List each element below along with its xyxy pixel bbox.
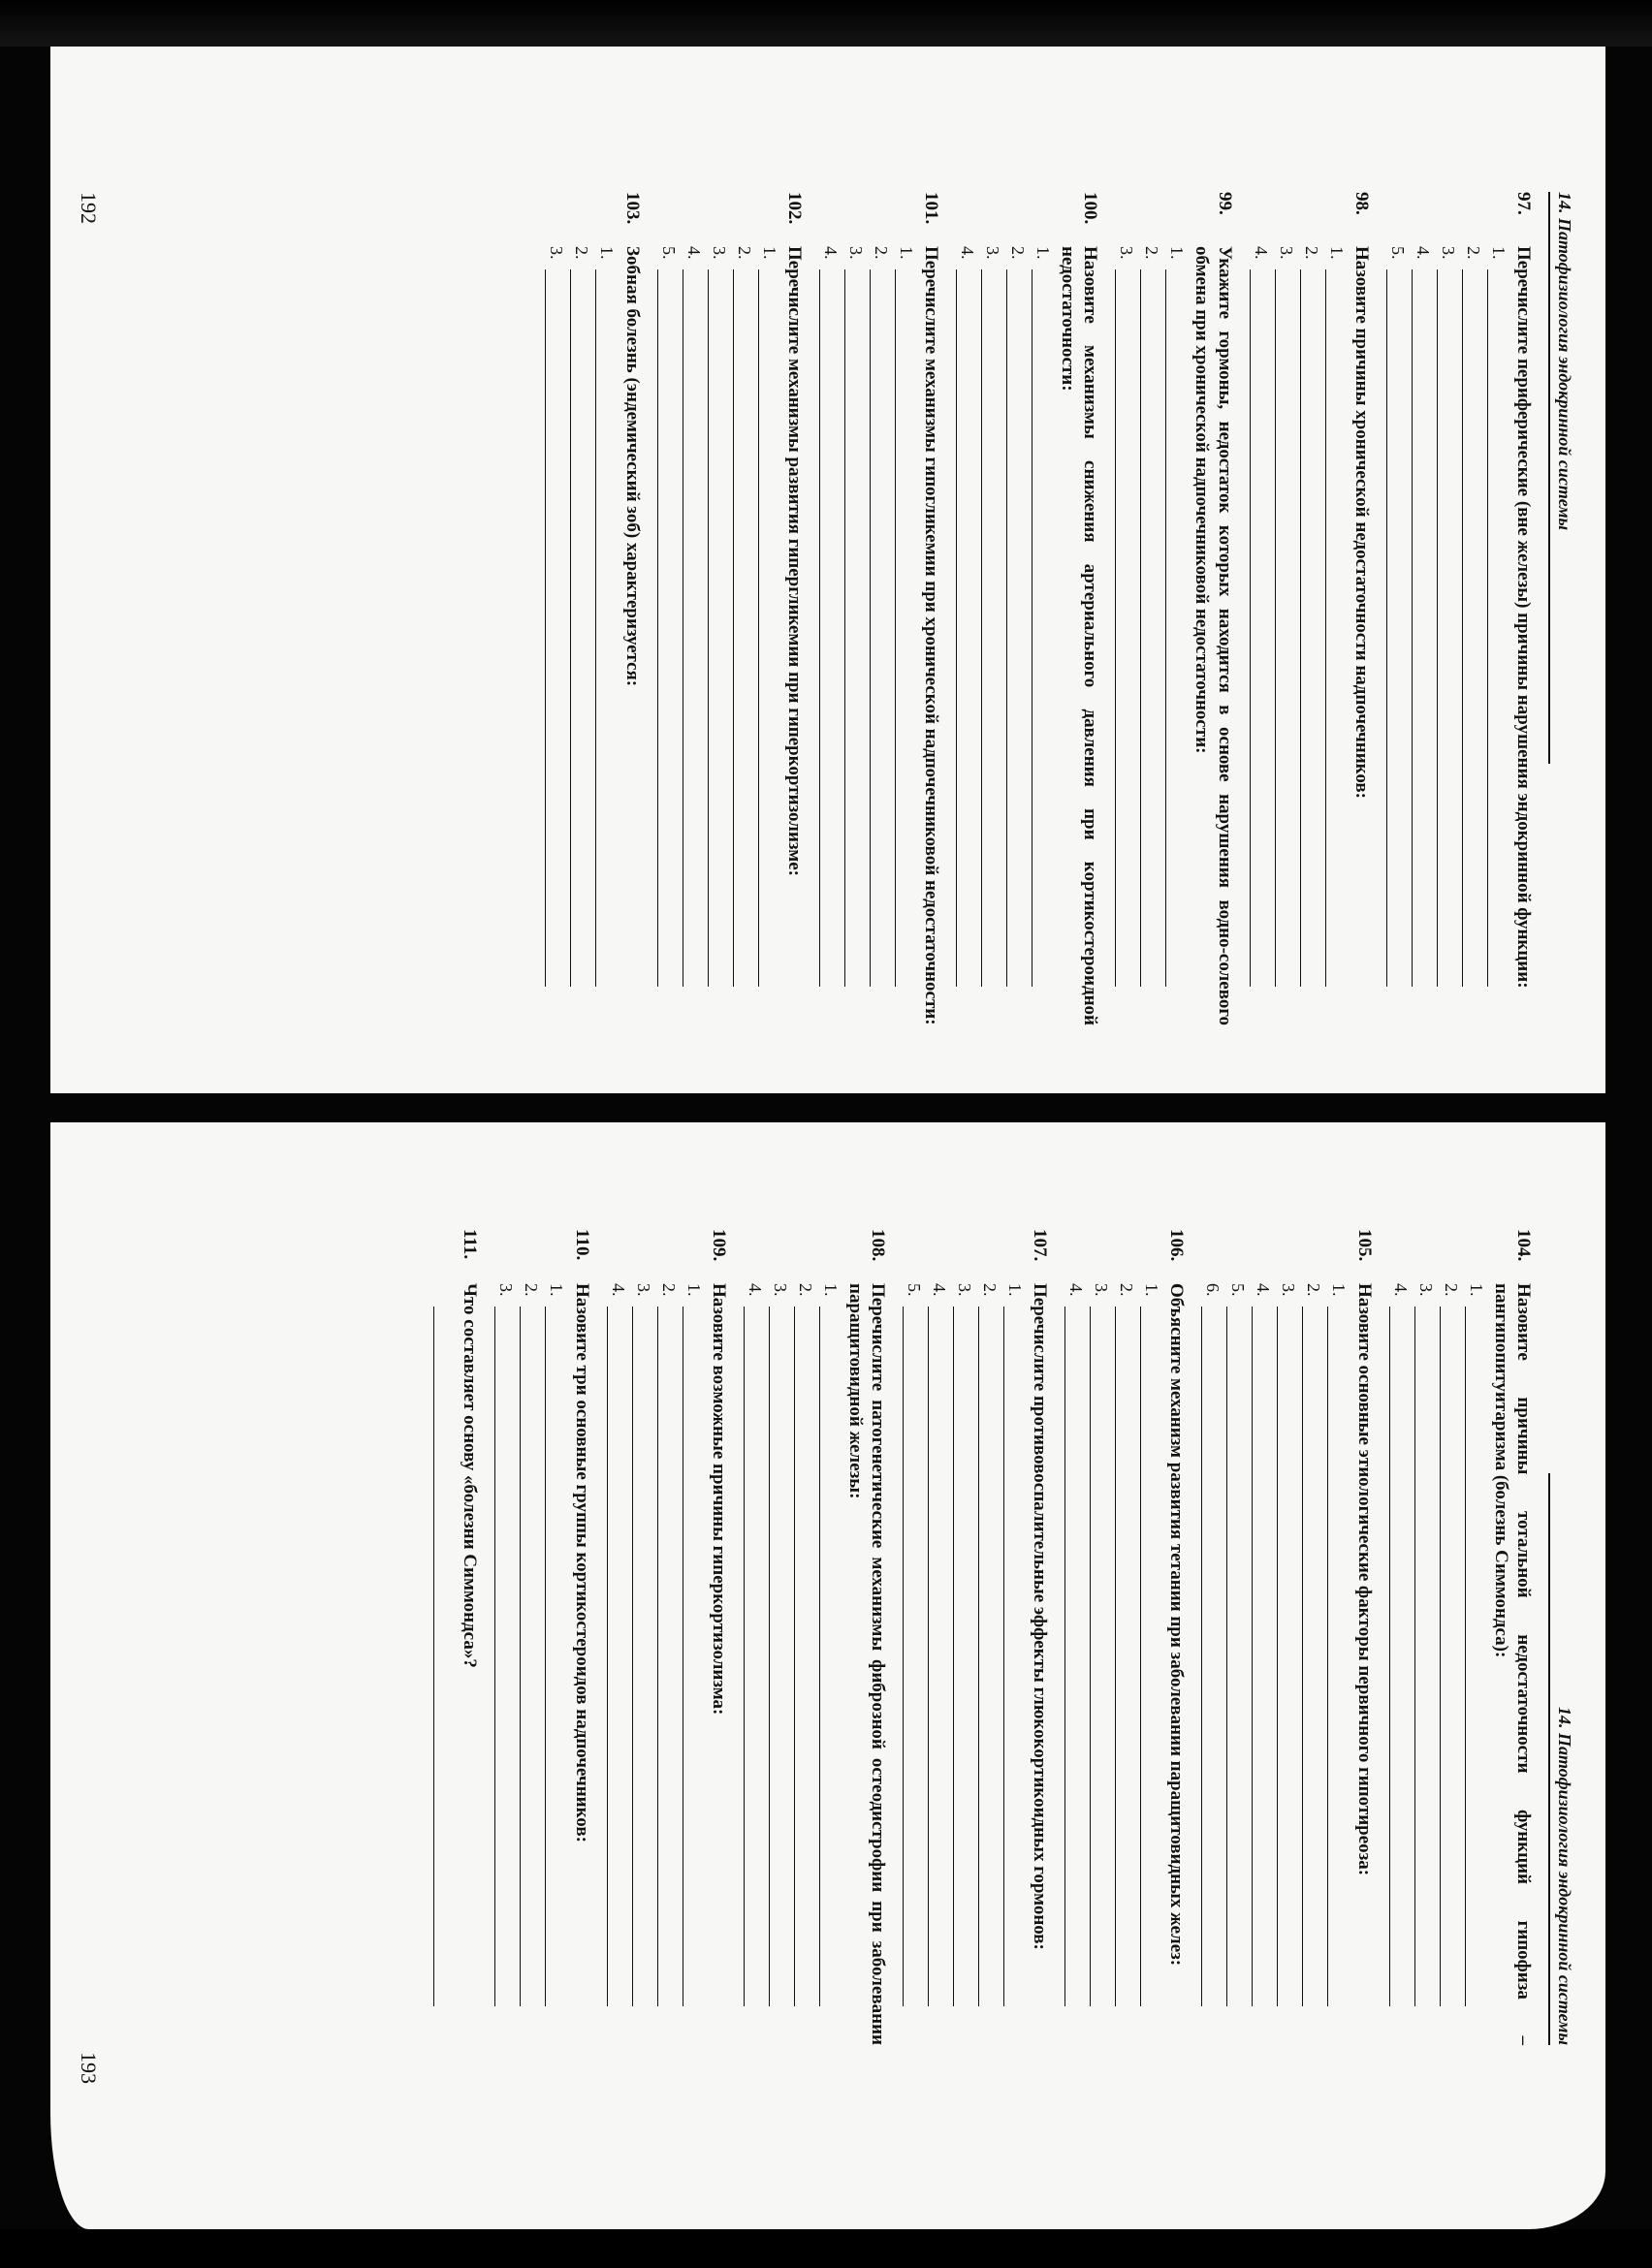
- answer-number: 3.: [1415, 1283, 1436, 1297]
- answer-number: 6.: [1203, 1283, 1223, 1297]
- answer-number: 1.: [547, 1283, 567, 1297]
- page-content-rotated: [50, 1122, 1605, 2229]
- answer-number: 1.: [896, 246, 916, 260]
- answer-line[interactable]: [545, 269, 565, 987]
- answer-line[interactable]: [1003, 1307, 1024, 2006]
- answer-number: 1.: [597, 246, 618, 260]
- answer-number: 1.: [1326, 246, 1347, 260]
- answer-blank[interactable]: [1440, 1283, 1465, 2045]
- answer-number: 4.: [1066, 1283, 1087, 1297]
- question-number: 98.: [1350, 192, 1372, 215]
- answer-blank[interactable]: [956, 246, 981, 1025]
- question-item: [956, 192, 1101, 1025]
- answer-number: 1.: [1167, 246, 1188, 260]
- answer-blank[interactable]: [953, 1283, 978, 2045]
- answer-number: 3.: [1438, 246, 1458, 260]
- answer-blank[interactable]: [1226, 1283, 1252, 2045]
- answer-blank[interactable]: [1386, 246, 1412, 1025]
- question-number: 100.: [1080, 192, 1101, 225]
- answer-line[interactable]: [1386, 269, 1407, 987]
- answer-line[interactable]: [844, 269, 865, 987]
- book-page-right: [50, 1122, 1605, 2229]
- answer-line[interactable]: [870, 269, 890, 987]
- answer-line[interactable]: [595, 269, 616, 987]
- answer-number: 2.: [1463, 246, 1483, 260]
- answer-line[interactable]: [1437, 269, 1457, 987]
- question-item: [657, 192, 806, 1025]
- answer-number: 1.: [1488, 246, 1509, 260]
- answer-line[interactable]: [1090, 1307, 1110, 2006]
- answer-blank[interactable]: [1115, 1283, 1140, 2045]
- answer-line[interactable]: [520, 1307, 540, 2006]
- answer-line[interactable]: [1327, 1307, 1348, 2006]
- question-item: [545, 192, 643, 1025]
- answer-blank[interactable]: [744, 1283, 769, 2045]
- question-body: [1250, 246, 1373, 1025]
- answer-blank[interactable]: [1325, 246, 1350, 1025]
- question-item: [494, 1229, 592, 2045]
- answer-blank[interactable]: [545, 1283, 570, 2045]
- answer-number: 4.: [1390, 1283, 1411, 1297]
- answer-blank[interactable]: [928, 1283, 953, 2045]
- answer-number: 2.: [1142, 246, 1162, 260]
- answer-line[interactable]: [1115, 1307, 1135, 2006]
- page-text-block: [50, 1229, 1605, 2084]
- answer-number: 5.: [658, 246, 679, 260]
- answer-number: 2.: [980, 1283, 1001, 1297]
- question-body: [1389, 1283, 1535, 2045]
- answer-blank[interactable]: [844, 246, 870, 1025]
- answer-line[interactable]: [1487, 269, 1508, 987]
- answer-number: 2.: [1007, 246, 1028, 260]
- question-text: Что составляет основу «болезни Симмондса»?: [460, 1283, 481, 1668]
- answer-line[interactable]: [928, 1307, 948, 2006]
- answer-line[interactable]: [683, 269, 703, 987]
- running-head: 14. Патофизиология эндокринной системы: [1548, 1473, 1574, 2045]
- question-number: 102.: [783, 192, 805, 225]
- answer-blank[interactable]: [819, 1283, 844, 2045]
- question-number: 111.: [460, 1229, 481, 1260]
- answer-blank[interactable]: [1302, 1283, 1327, 2045]
- answer-blank[interactable]: [819, 246, 844, 1025]
- page-text-block: [50, 192, 1605, 1025]
- page-number: 192: [77, 192, 101, 224]
- answer-line[interactable]: [1325, 269, 1346, 987]
- question-text: Назовите три основные группы кортикостероидов надпочечников:: [571, 1283, 592, 1843]
- answer-number: 3.: [709, 246, 729, 260]
- question-item: [1389, 1229, 1535, 2045]
- answer-blank[interactable]: [733, 246, 758, 1025]
- answer-line[interactable]: [1201, 1307, 1222, 2006]
- answer-line[interactable]: [1252, 1307, 1272, 2006]
- answer-number: 2.: [572, 246, 592, 260]
- answer-number: 3.: [633, 1283, 653, 1297]
- question-body: [1386, 246, 1535, 1025]
- answer-number: 1.: [1142, 1283, 1162, 1297]
- answer-line[interactable]: [758, 269, 778, 987]
- answer-blank[interactable]: [1006, 246, 1032, 1025]
- answer-line[interactable]: [433, 1307, 454, 2006]
- question-item: [744, 1229, 889, 2045]
- question-text: Перечислите механизмы гипогликемии при хронической надпочечниковой недостаточности:: [920, 246, 941, 1025]
- answer-blank[interactable]: [1032, 246, 1057, 1025]
- answer-line[interactable]: [1115, 269, 1135, 987]
- answer-blank[interactable]: [632, 1283, 657, 2045]
- answer-blank[interactable]: [1003, 1283, 1029, 2045]
- answer-blank[interactable]: [1465, 1283, 1490, 2045]
- question-body: [1064, 1283, 1188, 2045]
- answer-number: 4.: [608, 1283, 628, 1297]
- answer-number: 1.: [1466, 1283, 1486, 1297]
- question-number: 104.: [1513, 1229, 1534, 1262]
- answer-number: 3.: [1276, 246, 1296, 260]
- question-text: Перечислите патогенетические механизмы фиброзной остеодистрофии при заболевании паращитовидной железы:: [844, 1283, 889, 2045]
- page-number: 193: [77, 2052, 101, 2084]
- answer-number: 1.: [683, 1283, 704, 1297]
- answer-blank[interactable]: [1462, 246, 1487, 1025]
- scan-top-shadow: [0, 0, 1652, 47]
- answer-line[interactable]: [1064, 1307, 1085, 2006]
- question-number: 106.: [1166, 1229, 1188, 1262]
- question-body: [744, 1283, 889, 2045]
- question-text: Перечислите механизмы развития гипергликемии при гиперкортизолизме:: [783, 246, 805, 876]
- question-text: Назовите причины хронической недостаточности надпочечников:: [1350, 246, 1372, 799]
- question-number: 97.: [1513, 192, 1534, 215]
- answer-blank[interactable]: [981, 246, 1006, 1025]
- answer-line[interactable]: [1275, 269, 1295, 987]
- answer-line[interactable]: [1300, 269, 1320, 987]
- answer-blank[interactable]: [903, 1283, 928, 2045]
- answer-number: 3.: [955, 1283, 975, 1297]
- answer-number: 5.: [905, 1283, 925, 1297]
- answer-blank[interactable]: [870, 246, 895, 1025]
- answer-blank[interactable]: [758, 246, 783, 1025]
- answer-line[interactable]: [632, 1307, 652, 2006]
- question-item: [819, 192, 942, 1025]
- question-text: Перечислите противовоспалительные эффекты глюкокортикоидных гормонов:: [1030, 1283, 1051, 1950]
- question-item: [1386, 192, 1535, 1025]
- page-content-rotated: [50, 47, 1605, 1093]
- answer-line[interactable]: [657, 269, 678, 987]
- answer-blank[interactable]: [794, 1283, 819, 2045]
- answer-number: 4.: [930, 1283, 950, 1297]
- answer-blank[interactable]: [1090, 1283, 1115, 2045]
- question-list: [545, 192, 1535, 1025]
- answer-number: 2.: [1441, 1283, 1461, 1297]
- answer-blank[interactable]: [1414, 1283, 1440, 2045]
- question-body: [956, 246, 1101, 1025]
- question-text: Назовите возможные причины гиперкортизолизма:: [708, 1283, 729, 1716]
- answer-number: 2.: [871, 246, 891, 260]
- answer-blank[interactable]: [895, 246, 920, 1025]
- answer-line[interactable]: [1165, 269, 1186, 987]
- answer-number: 3.: [547, 246, 567, 260]
- answer-number: 3.: [770, 1283, 790, 1297]
- answer-number: 2.: [1304, 1283, 1324, 1297]
- answer-line[interactable]: [545, 1307, 565, 2006]
- answer-blank[interactable]: [1201, 1283, 1226, 2045]
- answer-blank[interactable]: [657, 1283, 683, 2045]
- question-number: 101.: [920, 192, 941, 225]
- answer-line[interactable]: [733, 269, 753, 987]
- question-text: Перечислите периферические (вне железы) причины нарушения эндокринной функции:: [1513, 246, 1534, 989]
- answer-line[interactable]: [1412, 269, 1432, 987]
- answer-line[interactable]: [570, 269, 590, 987]
- answer-blank[interactable]: [520, 1283, 545, 2045]
- question-text: Назовите основные этиологические факторы первичного гипотиреоза:: [1353, 1283, 1375, 1876]
- answer-line[interactable]: [708, 269, 728, 987]
- answer-number: 1.: [1329, 1283, 1350, 1297]
- question-number: 108.: [868, 1229, 889, 1262]
- answer-line[interactable]: [953, 1307, 973, 2006]
- question-item: [1250, 192, 1373, 1025]
- answer-line[interactable]: [978, 1307, 999, 2006]
- question-number: 107.: [1030, 1229, 1051, 1262]
- question-number: 105.: [1353, 1229, 1375, 1262]
- answer-blank[interactable]: [494, 1283, 520, 2045]
- answer-blank[interactable]: [1140, 246, 1165, 1025]
- answer-number: 1.: [820, 1283, 841, 1297]
- question-number: 110.: [571, 1229, 592, 1261]
- answer-line[interactable]: [607, 1307, 627, 2006]
- answer-number: 2.: [1301, 246, 1321, 260]
- answer-number: 1.: [1032, 246, 1053, 260]
- question-number: 109.: [708, 1229, 729, 1262]
- answer-line[interactable]: [1389, 1307, 1410, 2006]
- answer-blank[interactable]: [1252, 1283, 1277, 2045]
- answer-line[interactable]: [1226, 1307, 1247, 2006]
- answer-number: 4.: [820, 246, 841, 260]
- scan-bottom-edge: [0, 2229, 1652, 2268]
- answer-line[interactable]: [1006, 269, 1027, 987]
- answer-line[interactable]: [1440, 1307, 1460, 2006]
- answer-line[interactable]: [1032, 269, 1052, 987]
- answer-number: 3.: [1117, 246, 1137, 260]
- answer-blank[interactable]: [1300, 246, 1325, 1025]
- question-number: 103.: [621, 192, 643, 225]
- answer-line[interactable]: [794, 1307, 814, 2006]
- answer-blank[interactable]: [657, 246, 683, 1025]
- answer-blank[interactable]: [1165, 246, 1191, 1025]
- question-body: [433, 1283, 481, 2045]
- question-body: [903, 1283, 1051, 2045]
- answer-number: 3.: [982, 246, 1002, 260]
- answer-blank[interactable]: [978, 1283, 1003, 2045]
- answer-blank[interactable]: [683, 1283, 708, 2045]
- answer-blank[interactable]: [708, 246, 733, 1025]
- answer-line[interactable]: [903, 1307, 923, 2006]
- answer-blank[interactable]: [1389, 1283, 1414, 2045]
- answer-blank[interactable]: [1487, 246, 1512, 1025]
- answer-line[interactable]: [956, 269, 976, 987]
- question-list: [433, 1229, 1535, 2045]
- question-text: Назовите механизмы снижения артериального давления при кортикостероидной недостаточности:: [1058, 246, 1101, 1025]
- answer-blank[interactable]: [1250, 246, 1275, 1025]
- answer-number: 4.: [1413, 246, 1433, 260]
- answer-blank[interactable]: [1064, 1283, 1090, 2045]
- answer-blank[interactable]: [1277, 1283, 1302, 2045]
- answer-blank[interactable]: [1140, 1283, 1165, 2045]
- question-body: [494, 1283, 592, 2045]
- answer-line[interactable]: [1462, 269, 1482, 987]
- answer-number: 3.: [1092, 1283, 1112, 1297]
- book-page-left: [50, 47, 1605, 1093]
- question-body: [1115, 246, 1235, 1025]
- answer-number: 3.: [845, 246, 866, 260]
- answer-number: 1.: [759, 246, 779, 260]
- answer-number: 3.: [1279, 1283, 1299, 1297]
- answer-blank[interactable]: [1437, 246, 1462, 1025]
- answer-blank[interactable]: [1412, 246, 1437, 1025]
- answer-number: 3.: [496, 1283, 517, 1297]
- answer-number: 4.: [957, 246, 977, 260]
- answer-blank[interactable]: [1327, 1283, 1352, 2045]
- question-number: 99.: [1214, 192, 1235, 215]
- answer-line[interactable]: [895, 269, 915, 987]
- question-text: Объясните механизм развития тетании при заболевании паращитовидных желез:: [1166, 1283, 1188, 1967]
- answer-blank[interactable]: [570, 246, 595, 1025]
- answer-blank[interactable]: [607, 1283, 632, 2045]
- answer-number: 4.: [1251, 246, 1271, 260]
- answer-number: 4.: [1254, 1283, 1274, 1297]
- question-body: [607, 1283, 730, 2045]
- answer-line[interactable]: [1140, 269, 1160, 987]
- answer-number: 2.: [795, 1283, 815, 1297]
- answer-line[interactable]: [1302, 1307, 1322, 2006]
- answer-line[interactable]: [1465, 1307, 1485, 2006]
- question-body: [545, 246, 643, 1025]
- question-body: [1201, 1283, 1375, 2045]
- question-item: [1201, 1229, 1375, 2045]
- answer-number: 4.: [683, 246, 704, 260]
- answer-line[interactable]: [494, 1307, 515, 2006]
- answer-line[interactable]: [657, 1307, 678, 2006]
- answer-blank[interactable]: [433, 1283, 459, 2045]
- answer-line[interactable]: [1277, 1307, 1297, 2006]
- answer-blank[interactable]: [1115, 246, 1140, 1025]
- question-text: Укажите гормоны, недостаток которых находится в основе нарушения водно-солевого обмена при хронической надпочечниковой недостаточности:: [1191, 246, 1235, 1025]
- answer-line[interactable]: [769, 1307, 789, 2006]
- question-body: [819, 246, 942, 1025]
- question-text: Назовите причины тотальной недостаточности функций гипофиза – пангипопитуитаризма (болезнь Симмондса):: [1490, 1283, 1534, 2045]
- answer-number: 5.: [1228, 1283, 1249, 1297]
- answer-line[interactable]: [981, 269, 1001, 987]
- question-text: Зобная болезнь (эндемический зоб) характеризуется:: [621, 246, 643, 687]
- answer-blank[interactable]: [683, 246, 708, 1025]
- answer-line[interactable]: [1140, 1307, 1160, 2006]
- question-item: [607, 1229, 730, 2045]
- answer-blank[interactable]: [1275, 246, 1300, 1025]
- answer-blank[interactable]: [595, 246, 620, 1025]
- answer-number: 1.: [1005, 1283, 1026, 1297]
- question-item: [433, 1229, 481, 2045]
- answer-number: 2.: [1117, 1283, 1137, 1297]
- question-item: [1064, 1229, 1188, 2045]
- answer-number: 2.: [658, 1283, 679, 1297]
- question-item: [1115, 192, 1235, 1025]
- answer-number: 2.: [734, 246, 754, 260]
- answer-blank[interactable]: [545, 246, 570, 1025]
- question-body: [657, 246, 806, 1025]
- answer-line[interactable]: [819, 269, 840, 987]
- question-item: [903, 1229, 1051, 2045]
- answer-line[interactable]: [819, 1307, 840, 2006]
- answer-number: 5.: [1387, 246, 1408, 260]
- answer-blank[interactable]: [769, 1283, 794, 2045]
- running-head: 14. Патофизиология эндокринной системы: [1548, 192, 1574, 764]
- answer-line[interactable]: [1250, 269, 1270, 987]
- answer-line[interactable]: [1414, 1307, 1435, 2006]
- answer-line[interactable]: [683, 1307, 703, 2006]
- answer-number: 4.: [745, 1283, 765, 1297]
- answer-line[interactable]: [744, 1307, 764, 2006]
- answer-number: 2.: [522, 1283, 542, 1297]
